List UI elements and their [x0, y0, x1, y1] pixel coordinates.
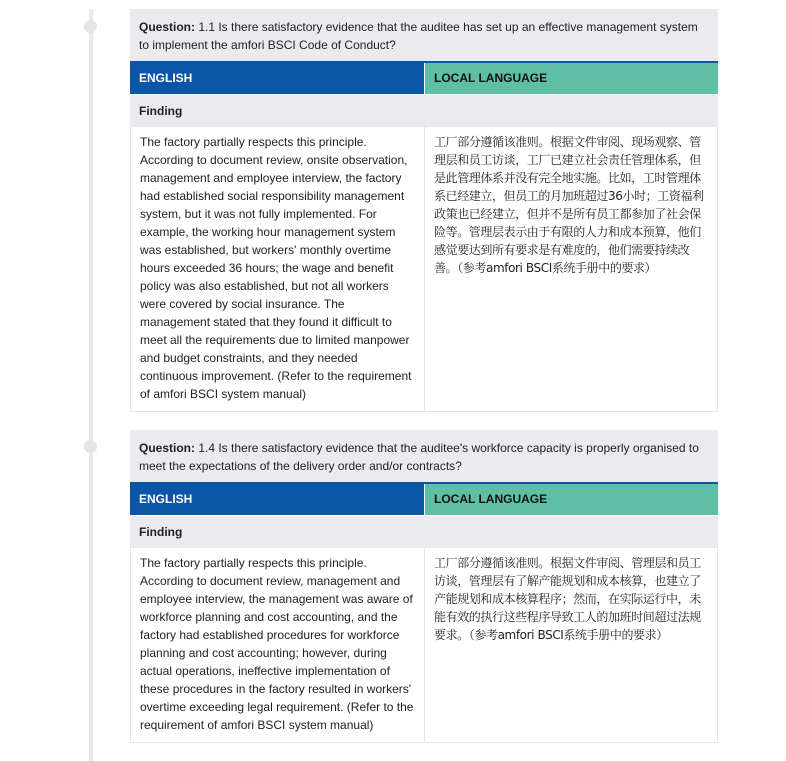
english-header: ENGLISH [130, 484, 424, 515]
english-finding: The factory partially respects this principle. According to document review, onsite observation, management and employee interview, the factory had established social responsibility management system, but it was not fully implemented. For example, the working hour management system was established, but workers' monthly overtime hours exceeded 36 hours; the wage and benefit policy was also established, but not all workers were covered by social insurance. The management stated that they found it difficult to meet all the requirements due to limited manpower and budget constraints, and they needed continuous improvement. (Refer to the requirement of amfori BSCI system manual) [131, 127, 425, 411]
question-body: 1.1 Is there satisfactory evidence that the auditee has set up an effective management system to implement the amfori BSCI Code of Conduct? [139, 20, 698, 52]
local-language-header: LOCAL LANGUAGE [425, 484, 718, 515]
english-header: ENGLISH [130, 63, 424, 94]
local-finding: 工厂部分遵循该准则。根据文件审阅、管理层和员工访谈，管理层有了解产能规划和成本核算，也建立了产能规划和成本核算程序；然而，在实际运行中，未能有效的执行这些程序导致工人的加班时间超过法规要求。（参考amfori BSCI系统手册中的要求） [434, 556, 701, 642]
question-label: Question: [139, 441, 195, 455]
finding-label: Finding [130, 95, 718, 127]
local-language-header: LOCAL LANGUAGE [425, 63, 718, 94]
finding-label: Finding [130, 516, 718, 548]
timeline-dot [84, 20, 97, 33]
question-text [130, 9, 718, 63]
timeline-dot [84, 440, 97, 453]
english-finding: The factory partially respects this principle. According to document review, management and employee interview, the management was aware of workforce planning and cost accounting, and the factory had established procedures for workforce planning and cost accounting; however, during actual operations, ineffective implementation of these procedures in the factory resulted in workers' overtime exceeding legal requirement. (Refer to the requirement of amfori BSCI system manual) [131, 548, 425, 742]
question-card [130, 9, 718, 412]
question-card [130, 430, 718, 743]
timeline-line [89, 9, 93, 761]
question-label: Question: [139, 20, 195, 34]
question-body: 1.4 Is there satisfactory evidence that the auditee's workforce capacity is properly organised to meet the expectations of the delivery order and/or contracts? [139, 441, 699, 473]
question-text [130, 430, 718, 484]
local-finding: 工厂部分遵循该准则。根据文件审阅、现场观察、管理层和员工访谈，工厂已建立社会责任管理体系，但是此管理体系并没有完全地实施。比如，工时管理体系已经建立，但员工的月加班超过36小时；工资福利政策也已经建立，但并不是所有员工都参加了社会保险等。管理层表示由于有限的人力和成本预算，他们感觉要达到所有要求是有难度的，他们需要持续改善。（参考amfori BSCI系统手册中的要求） [434, 135, 704, 275]
